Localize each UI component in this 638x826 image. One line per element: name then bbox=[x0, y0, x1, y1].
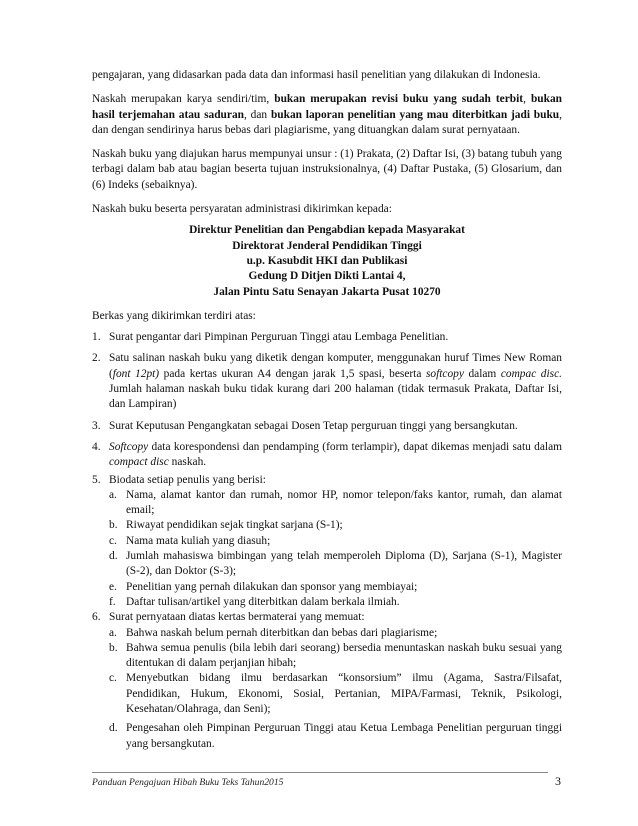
text-span: , dan dengan sendirinya harus bebas dari plagiarisme, yang dituangkan dalam surat pernyataan. bbox=[92, 108, 563, 136]
sublist-letter: f. bbox=[109, 595, 116, 608]
paragraph-files: Berkas yang dikirimkan terdiri atas: bbox=[92, 309, 256, 322]
sublist-text: Daftar tulisan/artikel yang diterbitkan dalam berkala ilmiah. bbox=[126, 595, 400, 608]
sublist-text: Penelitian yang pernah dilakukan dan sponsor yang membiayai; bbox=[126, 580, 418, 593]
sublist-item bbox=[109, 641, 562, 672]
list-text: Surat pernyataan diatas kertas bermaterai yang memuat: bbox=[109, 611, 365, 624]
paragraph-intro-end: pengajaran, yang didasarkan pada data dan informasi hasil penelitian yang dilakukan di Indonesia. bbox=[92, 69, 541, 81]
list-number: 6. bbox=[92, 611, 101, 624]
text-span: , bbox=[523, 93, 531, 106]
list-item bbox=[92, 440, 562, 471]
text-span: naskah. bbox=[168, 456, 207, 469]
sublist-item bbox=[109, 671, 562, 717]
sublist-item bbox=[109, 549, 562, 580]
sublist-letter: b. bbox=[109, 641, 118, 654]
list-text: Surat Keputusan Pengangkatan sebagai Dosen Tetap perguruan tinggi yang bersangkutan. bbox=[109, 419, 518, 432]
sublist-text: Jumlah mahasiswa bimbingan yang telah memperoleh Diploma (D), Sarjana (S-1), Magister (S-2), dan Doktor (S-3); bbox=[126, 550, 562, 578]
document-body bbox=[92, 68, 562, 752]
list-text: Surat pengantar dari Pimpinan Perguruan Tinggi atau Lembaga Penelitian. bbox=[109, 331, 449, 344]
address-line: Direktorat Jenderal Pendidikan Tinggi bbox=[232, 239, 422, 252]
bold-span: bukan merupakan revisi buku yang sudah terbit bbox=[274, 93, 524, 106]
footer-title: Panduan Pengajuan Hibah Buku Teks Tahun2015 bbox=[92, 777, 284, 788]
sublist-text: Nama mata kuliah yang diasuh; bbox=[126, 534, 271, 547]
statement-sublist bbox=[109, 626, 562, 752]
list-text: Biodata setiap penulis yang berisi: bbox=[109, 473, 266, 486]
list-item bbox=[92, 330, 562, 345]
list-item bbox=[92, 610, 562, 752]
sublist-letter: d. bbox=[109, 722, 118, 735]
address-line: Gedung D Ditjen Dikti Lantai 4, bbox=[248, 270, 406, 283]
italic-span: compact disc bbox=[109, 456, 169, 469]
biodata-sublist bbox=[109, 488, 562, 610]
sublist-item bbox=[109, 595, 562, 610]
sublist-item bbox=[109, 580, 562, 595]
sublist-item bbox=[109, 721, 562, 752]
italic-span: Softcopy bbox=[109, 440, 149, 453]
sublist-text: Bahwa semua penulis (bila lebih dari seorang) bersedia menuntaskan naskah buku sesuai yang ditentukan di dalam perjanjian hibah; bbox=[126, 641, 562, 670]
sublist-item bbox=[109, 534, 562, 549]
address-block bbox=[92, 223, 562, 299]
footer-divider bbox=[92, 772, 548, 773]
sublist-letter: c. bbox=[109, 672, 117, 685]
sublist-text: Menyebutkan bidang ilmu berdasarkan “konsorsium” ilmu (Agama, Sastra/Filsafat, Pendidikan, Hukum, Ekonomi, Sosial, Pertanian, MIPA/Farmasi, Teknik, Psikologi, Kesehatan/Olahraga, dan Seni); bbox=[126, 672, 562, 715]
list-item bbox=[92, 351, 562, 412]
list-number: 1. bbox=[92, 331, 101, 344]
italic-span: softcopy bbox=[425, 367, 464, 380]
page-number: 3 bbox=[555, 774, 561, 788]
text-span: dalam bbox=[463, 367, 501, 380]
list-number: 3. bbox=[92, 419, 101, 432]
sublist-item bbox=[109, 626, 562, 641]
address-line: Direktur Penelitian dan Pengabdian kepada Masyarakat bbox=[189, 224, 465, 237]
bold-span: bukan hasil terjemahan atau saduran bbox=[92, 93, 562, 121]
sublist-letter: d. bbox=[109, 550, 118, 563]
list-item bbox=[92, 473, 562, 611]
list-number: 4. bbox=[92, 440, 101, 453]
text-span: pada kertas ukuran A4 dengan jarak 1,5 spasi, beserta bbox=[159, 367, 426, 380]
requirements-list bbox=[92, 330, 562, 752]
text-span: data korespondensi dan pendamping (form terlampir), dapat dikemas menjadi satu dalam bbox=[148, 440, 562, 453]
address-line: u.p. Kasubdit HKI dan Publikasi bbox=[246, 254, 408, 267]
sublist-letter: b. bbox=[109, 519, 118, 532]
text-span: Satu salinan naskah buku yang diketik dengan komputer, menggunakan huruf Times New Roman ( bbox=[109, 352, 562, 380]
sublist-text: Bahwa naskah belum pernah diterbitkan dan bebas dari plagiarisme; bbox=[126, 626, 438, 639]
sublist-item bbox=[109, 488, 562, 519]
sublist-letter: a. bbox=[109, 626, 117, 639]
sublist-text: Riwayat pendidikan sejak tingkat sarjana (S-1); bbox=[126, 519, 343, 532]
sublist-item bbox=[109, 518, 562, 533]
text-span: Naskah merupakan karya sendiri/tim, bbox=[92, 93, 275, 106]
paragraph-originality bbox=[92, 92, 562, 138]
sublist-text: Pengesahan oleh Pimpinan Perguruan Tinggi atau Ketua Lembaga Penelitian perguruan tinggi yang bersangkutan. bbox=[126, 722, 562, 750]
sublist-letter: c. bbox=[109, 534, 117, 547]
text-span: Jumlah halaman naskah buku tidak kurang dari 200 halaman (tidak termasuk Prakata, Daftar Isi, dan Lampiran) bbox=[109, 383, 562, 411]
sublist-text: Nama, alamat kantor dan rumah, nomor HP, nomor telepon/faks kantor, rumah, dan alamat email; bbox=[126, 488, 562, 517]
sublist-letter: a. bbox=[109, 488, 117, 501]
sublist-letter: e. bbox=[109, 580, 117, 593]
paragraph-elements: Naskah buku yang diajukan harus mempunyai unsur : (1) Prakata, (2) Daftar Isi, (3) batang tubuh yang terbagi dalam bab atau bagian beserta tujuan instruksionalnya, (4) Daftar Pustaka, (5) Glosarium, dan (6) Indeks (sebaiknya). bbox=[92, 148, 562, 191]
paragraph-send: Naskah buku beserta persyaratan administrasi dikirimkan kepada: bbox=[92, 203, 392, 216]
text-span: , dan bbox=[243, 108, 271, 121]
address-line: Jalan Pintu Satu Senayan Jakarta Pusat 10270 bbox=[213, 285, 441, 298]
bold-span: bukan laporan penelitian yang mau diterbitkan jadi buku bbox=[270, 108, 560, 121]
list-number: 2. bbox=[92, 352, 101, 365]
italic-span: font 12pt) bbox=[112, 367, 160, 380]
list-number: 5. bbox=[92, 473, 101, 486]
italic-span: compac disc. bbox=[500, 367, 562, 380]
list-item bbox=[92, 419, 562, 434]
